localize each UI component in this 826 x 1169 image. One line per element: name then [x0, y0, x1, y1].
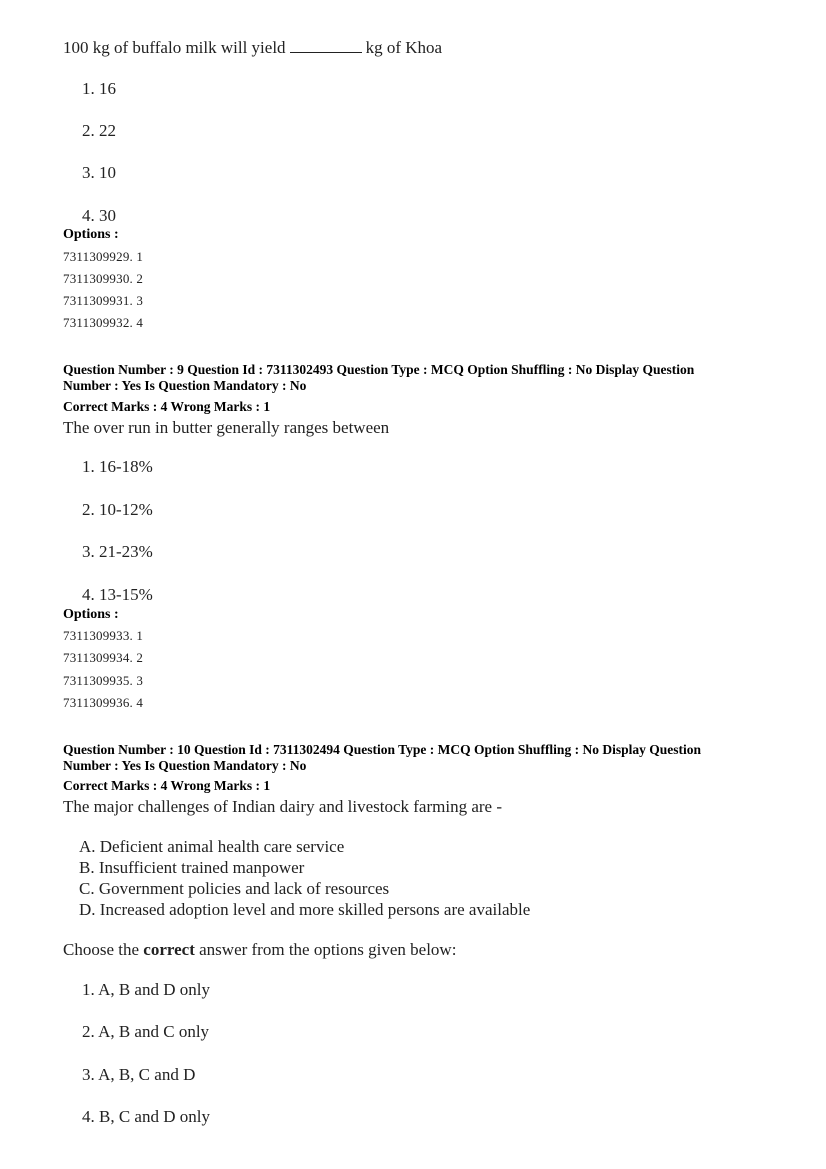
q8-choice-4 [82, 206, 116, 226]
choice-num: 1. [82, 457, 95, 476]
q10-choice-4 [82, 1107, 210, 1127]
choice-num: 3. [82, 163, 95, 182]
q9-meta-line2: Number : Yes Is Question Mandatory : No [63, 378, 307, 393]
choice-num: 2. [82, 121, 95, 140]
q9-option-id-3: 7311309935. 3 [63, 673, 144, 688]
choice-text: A, B, C and D [98, 1065, 196, 1084]
choice-text: A, B and C only [98, 1022, 210, 1041]
choice-num: 2. [82, 500, 95, 519]
q10-statement-b: B. Insufficient trained manpower [79, 858, 305, 877]
q8-option-id-1: 7311309929. 1 [63, 249, 144, 264]
q9-stem: The over run in butter generally ranges between [63, 418, 390, 437]
q9-choice-2 [82, 500, 153, 520]
choice-num: 3. [82, 1065, 95, 1084]
q9-option-id-1: 7311309933. 1 [63, 628, 144, 643]
q10-statement-d: D. Increased adoption level and more skilled persons are available [79, 900, 531, 919]
choice-num: 4. [82, 585, 95, 604]
choice-text: 21-23% [99, 542, 153, 561]
q9-marks: Correct Marks : 4 Wrong Marks : 1 [63, 399, 271, 414]
q8-stem-after: kg of Khoa [365, 38, 443, 57]
choice-text: 10-12% [99, 500, 153, 519]
q8-blank [290, 38, 362, 53]
q8-option-id-3: 7311309931. 3 [63, 293, 144, 308]
choice-text: A, B and D only [98, 980, 210, 999]
choice-num: 2. [82, 1022, 95, 1041]
q9-choice-3 [82, 542, 153, 562]
q8-stem [63, 38, 442, 58]
q8-option-id-2: 7311309930. 2 [63, 271, 144, 286]
q8-stem-before: 100 kg of buffalo milk will yield [63, 38, 286, 57]
choice-text: 30 [99, 206, 116, 225]
q10-instruction [63, 940, 456, 960]
choice-text: B, C and D only [99, 1107, 210, 1126]
q9-option-id-4: 7311309936. 4 [63, 695, 144, 710]
choice-num: 1. [82, 980, 95, 999]
choice-num: 3. [82, 542, 95, 561]
q10-meta-line2: Number : Yes Is Question Mandatory : No [63, 758, 307, 773]
choice-num: 4. [82, 1107, 95, 1126]
q8-choice-1 [82, 79, 116, 99]
q8-options-label: Options : [63, 227, 119, 242]
q8-choice-2 [82, 121, 116, 141]
q9-choice-1 [82, 457, 153, 477]
choice-text: 16 [99, 79, 116, 98]
q9-choice-4 [82, 585, 153, 605]
choice-text: 16-18% [99, 457, 153, 476]
q10-choice-1 [82, 980, 210, 1000]
q9-meta [63, 362, 768, 394]
q10-marks: Correct Marks : 4 Wrong Marks : 1 [63, 778, 271, 793]
choice-num: 4. [82, 206, 95, 225]
q10-statement-c: C. Government policies and lack of resources [79, 879, 390, 898]
q10-choice-3 [82, 1065, 195, 1085]
q9-options-label: Options : [63, 607, 119, 622]
q8-option-id-4: 7311309932. 4 [63, 315, 144, 330]
q8-choice-3 [82, 163, 116, 183]
q10-meta [63, 742, 768, 774]
instruction-after: answer from the options given below: [199, 940, 457, 959]
q10-stem: The major challenges of Indian dairy and livestock farming are - [63, 797, 502, 816]
q10-meta-line1: Question Number : 10 Question Id : 7311302494 Question Type : MCQ Option Shuffling : No Display Question [63, 742, 701, 757]
instruction-before: Choose the [63, 940, 140, 959]
choice-text: 13-15% [99, 585, 153, 604]
instruction-bold: correct [143, 940, 195, 959]
q9-meta-line1: Question Number : 9 Question Id : 7311302493 Question Type : MCQ Option Shuffling : No Display Question [63, 362, 695, 377]
q10-choice-2 [82, 1022, 209, 1042]
q10-statement-a: A. Deficient animal health care service [79, 837, 345, 856]
choice-num: 1. [82, 79, 95, 98]
choice-text: 22 [99, 121, 116, 140]
choice-text: 10 [99, 163, 116, 182]
q9-option-id-2: 7311309934. 2 [63, 650, 144, 665]
